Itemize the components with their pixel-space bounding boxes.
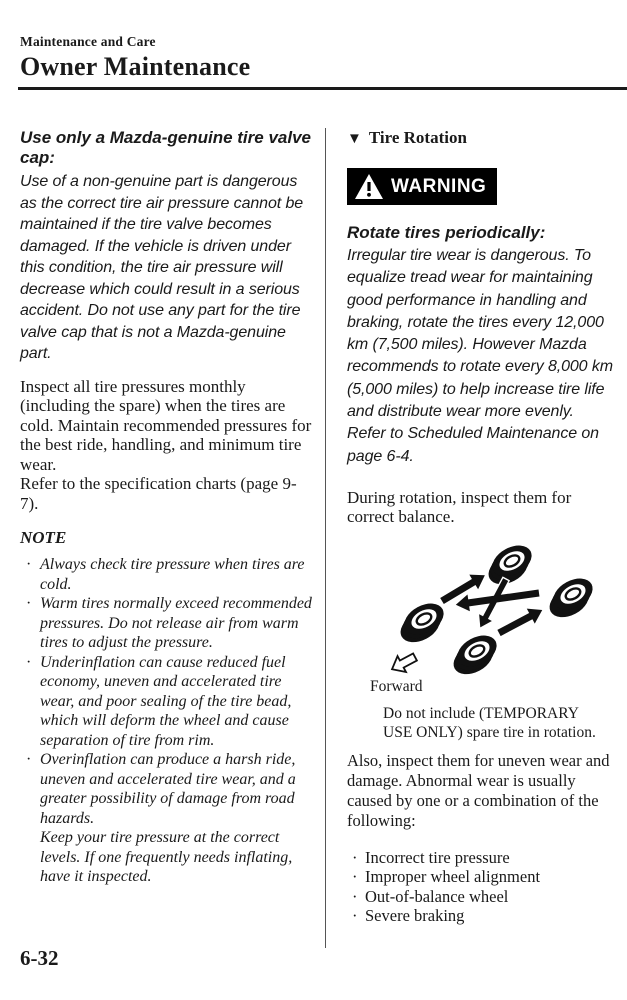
left-column xyxy=(20,112,314,887)
column-divider xyxy=(325,128,326,948)
tire-left xyxy=(393,597,451,648)
rotation-arrow-bottom-to-right xyxy=(495,602,546,640)
tire-pressure-paragraph: Inspect all tire pressures monthly (including the spare) when the tires are cold. Maintain recommended pressures for the best ride, handling, and minimum tire wear. xyxy=(20,376,312,474)
bullet-dot-icon: · xyxy=(352,867,358,887)
note-item-text: Always check tire pressure when tires are cold. xyxy=(40,556,305,593)
page-header xyxy=(20,34,627,82)
note-item-text: Warm tires normally exceed recommended pressures. Do not release air from warm tires to adjust the pressure. xyxy=(40,595,312,651)
list-item-text: Improper wheel alignment xyxy=(365,867,541,887)
list-item-text: Incorrect tire pressure xyxy=(365,847,510,867)
spec-charts-paragraph: Refer to the specification charts (page 9-7). xyxy=(20,474,297,513)
tire-right xyxy=(542,572,600,623)
note-item-text: Underinflation can cause reduced fuel economy, uneven and accelerated tire wear, and poor sealing of the tire bead, which will deform the wheel and cause separation of tire from rim. xyxy=(40,653,292,749)
note-item xyxy=(20,653,314,751)
uneven-wear-paragraph: Also, inspect them for uneven wear and damage. Abnormal wear is usually caused by one or a combination of the following: xyxy=(347,750,610,830)
note-item xyxy=(20,750,314,828)
forward-label: Forward xyxy=(370,677,423,695)
valve-cap-heading: Use only a Mazda-genuine tire valve cap: xyxy=(20,128,311,167)
bullet-dot-icon: · xyxy=(26,595,32,612)
list-item xyxy=(347,867,615,887)
note-heading: NOTE xyxy=(20,528,67,547)
tire-rotation-diagram xyxy=(369,531,615,699)
note-continuation: Keep your tire pressure at the correct levels. If one frequently needs inflating, have it inspected. xyxy=(40,829,293,885)
page-title: Owner Maintenance xyxy=(20,52,251,81)
list-item xyxy=(347,887,615,907)
tire-top xyxy=(481,539,539,590)
note-list xyxy=(20,555,314,887)
warning-label: WARNING xyxy=(391,175,487,197)
bullet-dot-icon: · xyxy=(26,556,32,573)
note-item xyxy=(20,555,314,594)
bullet-dot-icon: · xyxy=(26,751,32,768)
warning-triangle-icon xyxy=(354,173,384,200)
spare-tire-caption: Do not include (TEMPORARY USE ONLY) spare tire in rotation. xyxy=(383,704,596,741)
wear-causes-list xyxy=(347,848,615,926)
bullet-dot-icon: · xyxy=(26,653,32,671)
rotate-tires-heading: Rotate tires periodically: xyxy=(347,223,546,242)
warning-banner xyxy=(347,168,497,205)
bullet-dot-icon: · xyxy=(352,847,358,867)
rotate-tires-body: Irregular tire wear is dangerous. To equalize tread wear for maintaining good performance in handling and braking, rotate the tires every 12,000 km (7,500 miles). However Mazda recommends to rotate every 8,000 km (5,000 miles) to help increase tire life and distribute wear more evenly. xyxy=(347,247,613,421)
header-rule xyxy=(18,87,627,90)
note-item-text: Overinflation can produce a harsh ride, uneven and accelerated tire wear, and a greater possibility of damage from road hazards. xyxy=(40,751,296,827)
rotate-tires-reference: Refer to Scheduled Maintenance on page 6-4. xyxy=(347,425,599,465)
list-item-text: Out-of-balance wheel xyxy=(365,886,509,906)
bullet-dot-icon: · xyxy=(352,886,358,906)
forward-direction-arrow-icon xyxy=(388,649,419,677)
list-item xyxy=(347,906,615,926)
valve-cap-body: Use of a non-genuine part is dangerous as the correct tire air pressure cannot be maintained if the tire valve becomes damaged. If the vehicle is driven under this condition, the tire air pressure will decrease which could result in a serious accident. Do not use any part for the tire valve cap that is not a Mazda-genuine part. xyxy=(20,173,304,362)
list-item-text: Severe braking xyxy=(365,906,465,926)
note-item xyxy=(20,594,314,653)
tire-rotation-heading xyxy=(347,128,615,149)
section-marker-triangle-icon: ▼ xyxy=(347,131,362,147)
page-number: 6-32 xyxy=(20,946,59,970)
right-column xyxy=(347,112,615,926)
list-item xyxy=(347,848,615,868)
section-heading-text: Tire Rotation xyxy=(368,128,467,147)
bullet-dot-icon: · xyxy=(352,906,358,926)
tire-bottom xyxy=(446,629,504,680)
chapter-eyebrow: Maintenance and Care xyxy=(20,34,156,49)
balance-paragraph: During rotation, inspect them for correct balance. xyxy=(347,487,572,527)
